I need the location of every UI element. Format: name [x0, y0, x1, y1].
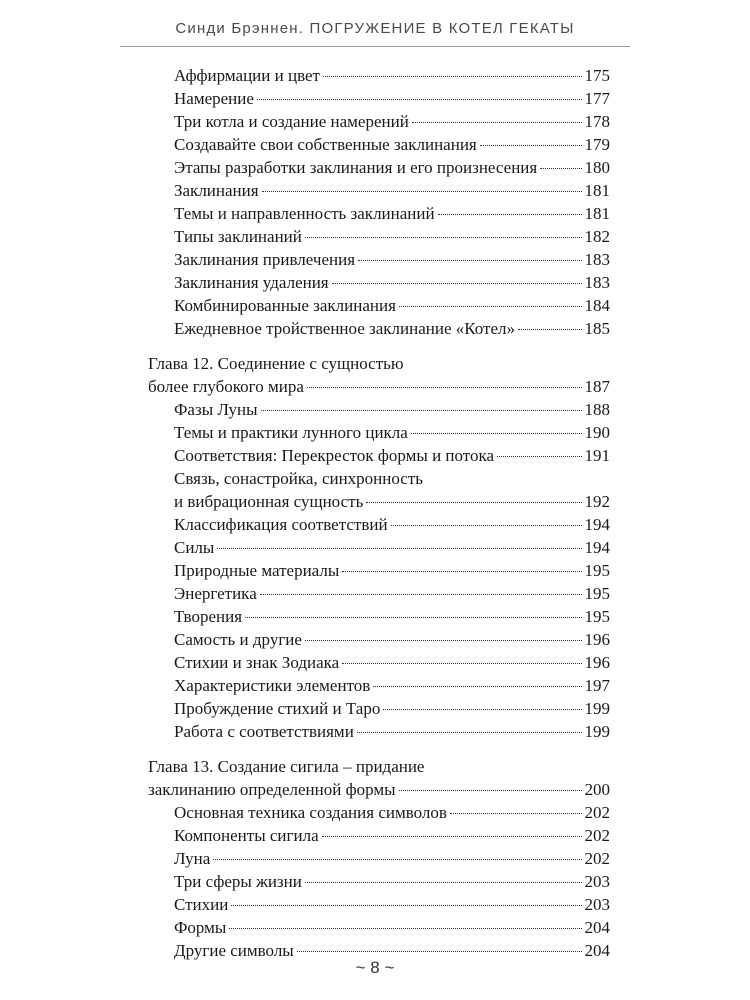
- toc-entry: Создавайте свои собственные заклинания 179: [174, 135, 610, 154]
- toc-entry: Типы заклинаний 182: [174, 227, 610, 246]
- toc-entry: Заклинания привлечения 183: [174, 250, 610, 269]
- toc-entry: Аффирмации и цвет 175: [174, 66, 610, 85]
- page-number: ~ 8 ~: [355, 958, 395, 977]
- toc-entry: Пробуждение стихий и Таро 199: [174, 699, 610, 718]
- toc-entry: Три сферы жизни 203: [174, 872, 610, 891]
- toc-entry: Самость и другие 196: [174, 630, 610, 649]
- toc-block-chapter11-tail: [0, 64, 750, 340]
- toc-entry: Заклинания удаления 183: [174, 273, 610, 292]
- toc-entry: Темы и направленность заклинаний 181: [174, 204, 610, 223]
- toc-entry: Энергетика 195: [174, 584, 610, 603]
- toc-block-chapter13: [0, 755, 750, 962]
- toc-entry: Темы и практики лунного цикла 190: [174, 423, 610, 442]
- toc-entry: Фазы Луны 188: [174, 400, 610, 419]
- toc-entry: Соответствия: Перекресток формы и потока 191: [174, 446, 610, 465]
- toc-entry: Классификация соответствий 194: [174, 515, 610, 534]
- toc-entry-multiline-last: и вибрационная сущность 192: [174, 492, 610, 511]
- toc-entry: Природные материалы 195: [174, 561, 610, 580]
- toc-entry: Другие символы 204: [174, 941, 610, 960]
- toc-entry: Творения 195: [174, 607, 610, 626]
- toc-entry: Ежедневное тройственное заклинание «Котел» 185: [174, 319, 610, 338]
- toc-entry: Луна 202: [174, 849, 610, 868]
- toc-entry: Заклинания 181: [174, 181, 610, 200]
- toc-entry: Компоненты сигила 202: [174, 826, 610, 845]
- table-of-contents: [0, 64, 750, 974]
- toc-entry: Этапы разработки заклинания и его произнесения 180: [174, 158, 610, 177]
- toc-entry: Работа с соответствиями 199: [174, 722, 610, 741]
- chapter-13-heading-line2: заклинанию определенной формы 200: [148, 780, 610, 799]
- toc-entry: Стихии и знак Зодиака 196: [174, 653, 610, 672]
- toc-entry-multiline-first: Связь, сонастройка, синхронность: [174, 469, 424, 488]
- toc-entry: Характеристики элементов 197: [174, 676, 610, 695]
- toc-entry: Комбинированные заклинания 184: [174, 296, 610, 315]
- toc-entry: Силы 194: [174, 538, 610, 557]
- chapter-13-heading: Глава 13. Создание сигила – придание: [148, 757, 425, 776]
- chapter-12-heading: Глава 12. Соединение с сущностью: [148, 354, 404, 373]
- toc-entry: Три котла и создание намерений 178: [174, 112, 610, 131]
- toc-entry: Основная техника создания символов 202: [174, 803, 610, 822]
- toc-entry: Стихии 203: [174, 895, 610, 914]
- toc-entry: Намерение 177: [174, 89, 610, 108]
- header-divider: [120, 46, 630, 47]
- toc-entry: Формы 204: [174, 918, 610, 937]
- toc-block-chapter12: [0, 352, 750, 743]
- chapter-12-heading-line2: более глубокого мира 187: [148, 377, 610, 396]
- running-header: Синди Брэннен. ПОГРУЖЕНИЕ В КОТЕЛ ГЕКАТЫ: [175, 20, 575, 37]
